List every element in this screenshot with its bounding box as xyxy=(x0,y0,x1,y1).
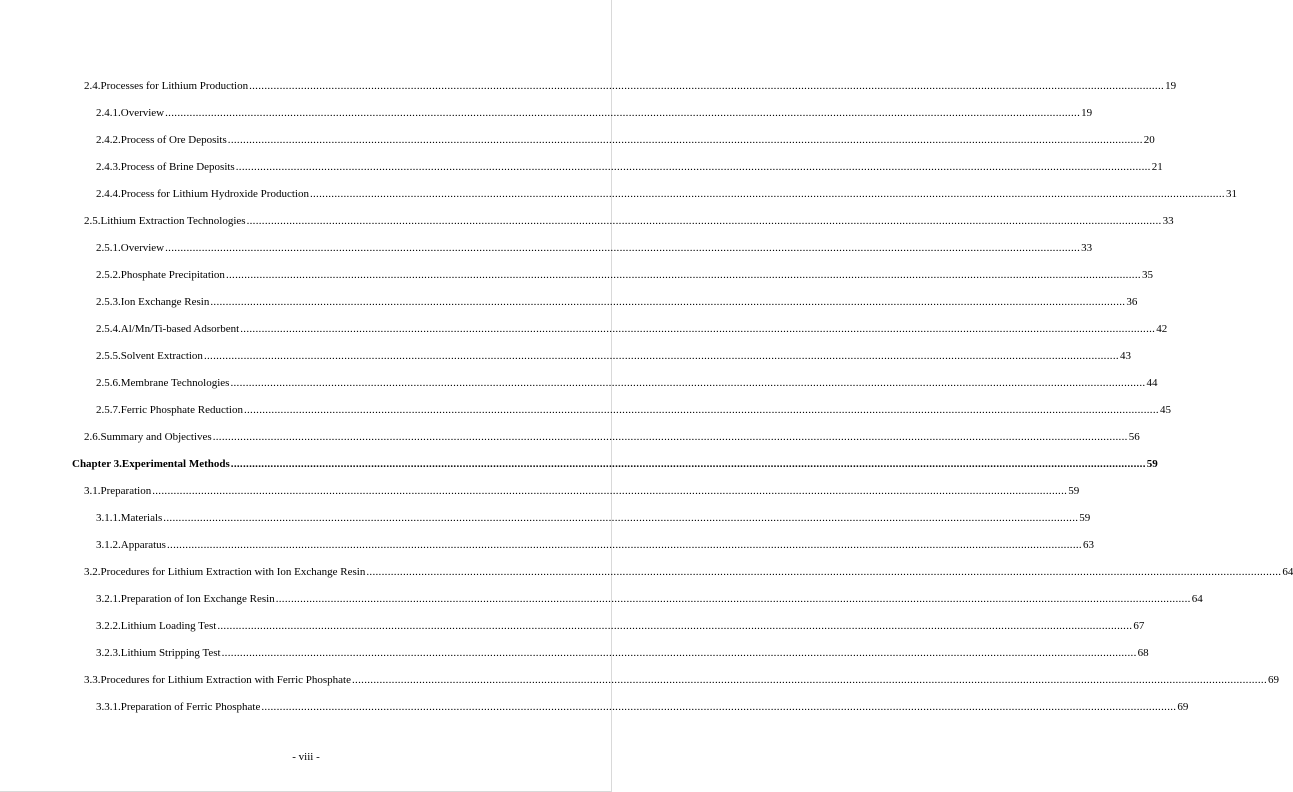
toc-entry-number: 2.5. xyxy=(84,215,101,227)
toc-entry-number: 2.4.4. xyxy=(96,188,121,200)
toc-entry-page: 59 xyxy=(1079,512,1091,524)
toc-entry[interactable] xyxy=(0,696,1189,723)
toc-entry-number: 2.6. xyxy=(84,431,101,443)
toc-dot-leader: ............................................................................................................................................................................................................................................................................................................ xyxy=(152,485,1068,497)
toc-entry-title: Overview xyxy=(120,107,165,119)
toc-entry-number: 2.4.3. xyxy=(96,161,121,173)
toc-entry-title: Process for Lithium Hydroxide Production xyxy=(120,188,309,200)
table-of-contents xyxy=(0,75,1293,723)
toc-entry-page: 56 xyxy=(1128,431,1140,443)
toc-entry-page: 21 xyxy=(1151,161,1163,173)
toc-entry-page: 64 xyxy=(1282,566,1293,578)
toc-entry[interactable] xyxy=(0,372,1158,399)
toc-dot-leader: ............................................................................................................................................................................................................................................................................................................ xyxy=(225,269,1141,281)
toc-dot-leader: ............................................................................................................................................................................................................................................................................................................ xyxy=(230,377,1146,389)
toc-entry-number: 3.3. xyxy=(84,674,101,686)
toc-entry-title: Preparation xyxy=(100,485,152,497)
toc-dot-leader: ............................................................................................................................................................................................................................................................................................................ xyxy=(235,161,1151,173)
toc-entry-number: 3.2.2. xyxy=(96,620,121,632)
toc-entry-page: 31 xyxy=(1225,188,1237,200)
toc-entry[interactable] xyxy=(0,237,1093,264)
toc-dot-leader: ............................................................................................................................................................................................................................................................................................................ xyxy=(352,674,1267,686)
toc-entry[interactable] xyxy=(0,615,1145,642)
toc-entry-title: Summary and Objectives xyxy=(100,431,212,443)
toc-entry-number: 3.1. xyxy=(84,485,101,497)
toc-entry-page: 19 xyxy=(1081,107,1093,119)
toc-entry[interactable] xyxy=(0,669,1279,696)
toc-entry-page: 45 xyxy=(1159,404,1171,416)
toc-entry[interactable] xyxy=(0,642,1149,669)
toc-entry-number: 2.5.4. xyxy=(96,323,121,335)
toc-entry-title: Lithium Extraction Technologies xyxy=(100,215,246,227)
toc-entry-number: 2.5.7. xyxy=(96,404,121,416)
toc-dot-leader: ............................................................................................................................................................................................................................................................................................................ xyxy=(366,566,1282,578)
toc-entry-page: 19 xyxy=(1165,80,1177,92)
toc-entry-page: 35 xyxy=(1141,269,1153,281)
toc-entry-title: Preparation of Ion Exchange Resin xyxy=(120,593,275,605)
toc-entry[interactable] xyxy=(0,102,1093,129)
toc-entry-title: Procedures for Lithium Extraction with Ferric Phosphate xyxy=(100,674,351,686)
toc-entry-number: 2.4.2. xyxy=(96,134,121,146)
toc-entry[interactable] xyxy=(0,480,1080,507)
page-number: - viii - xyxy=(292,751,320,763)
toc-entry-number: 3.2.1. xyxy=(96,593,121,605)
toc-dot-leader: ............................................................................................................................................................................................................................................................................................................ xyxy=(165,107,1081,119)
toc-entry[interactable] xyxy=(0,183,1237,210)
toc-entry-number: 2.5.5. xyxy=(96,350,121,362)
toc-entry-title: Materials xyxy=(120,512,163,524)
toc-dot-leader: ............................................................................................................................................................................................................................................................................................................ xyxy=(240,323,1156,335)
toc-entry-title: Overview xyxy=(120,242,165,254)
toc-dot-leader: ............................................................................................................................................................................................................................................................................................................ xyxy=(163,512,1079,524)
toc-entry-title: Solvent Extraction xyxy=(120,350,203,362)
toc-entry-title: Lithium Loading Test xyxy=(120,620,217,632)
toc-dot-leader: ............................................................................................................................................................................................................................................................................................................ xyxy=(210,296,1126,308)
toc-entry-page: 43 xyxy=(1119,350,1131,362)
toc-entry-title: Experimental Methods xyxy=(121,458,230,470)
toc-entry[interactable] xyxy=(0,507,1091,534)
toc-entry[interactable] xyxy=(0,426,1140,453)
toc-entry-page: 33 xyxy=(1162,215,1174,227)
toc-dot-leader: ............................................................................................................................................................................................................................................................................................................ xyxy=(230,458,1146,470)
toc-entry-number: 2.5.1. xyxy=(96,242,121,254)
toc-entry-number: 2.4.1. xyxy=(96,107,121,119)
toc-entry-title: Apparatus xyxy=(120,539,166,551)
toc-entry[interactable] xyxy=(0,210,1174,237)
toc-entry-title: Phosphate Precipitation xyxy=(120,269,225,281)
toc-entry-page: 44 xyxy=(1146,377,1158,389)
toc-entry-title: Procedures for Lithium Extraction with Ion Exchange Resin xyxy=(100,566,366,578)
toc-dot-leader: ............................................................................................................................................................................................................................................................................................................ xyxy=(203,350,1119,362)
toc-dot-leader: ............................................................................................................................................................................................................................................................................................................ xyxy=(165,242,1081,254)
toc-entry-page: 67 xyxy=(1133,620,1145,632)
toc-entry-number: 2.5.3. xyxy=(96,296,121,308)
toc-entry[interactable] xyxy=(0,399,1171,426)
toc-entry-page: 59 xyxy=(1146,458,1158,470)
toc-entry-title: Al/Mn/Ti-based Adsorbent xyxy=(120,323,240,335)
toc-entry-page: 36 xyxy=(1126,296,1138,308)
toc-entry-title: Ion Exchange Resin xyxy=(120,296,210,308)
toc-dot-leader: ............................................................................................................................................................................................................................................................................................................ xyxy=(221,647,1137,659)
toc-entry[interactable] xyxy=(0,156,1163,183)
toc-entry-page: 59 xyxy=(1068,485,1080,497)
toc-dot-leader: ............................................................................................................................................................................................................................................................................................................ xyxy=(309,188,1225,200)
toc-entry-number: 3.2.3. xyxy=(96,647,121,659)
toc-entry[interactable] xyxy=(0,588,1203,615)
toc-entry[interactable] xyxy=(0,264,1153,291)
toc-dot-leader: ............................................................................................................................................................................................................................................................................................................ xyxy=(261,701,1177,713)
toc-entry-page: 42 xyxy=(1156,323,1168,335)
toc-entry[interactable] xyxy=(0,534,1094,561)
toc-dot-leader: ............................................................................................................................................................................................................................................................................................................ xyxy=(212,431,1128,443)
toc-entry-title: Ferric Phosphate Reduction xyxy=(120,404,243,416)
toc-entry[interactable] xyxy=(0,291,1138,318)
toc-entry[interactable] xyxy=(0,75,1177,102)
toc-entry-title: Process of Ore Deposits xyxy=(120,134,227,146)
toc-dot-leader: ............................................................................................................................................................................................................................................................................................................ xyxy=(275,593,1191,605)
toc-entry-title: Lithium Stripping Test xyxy=(120,647,221,659)
toc-entry-page: 33 xyxy=(1081,242,1093,254)
toc-entry-title: Processes for Lithium Production xyxy=(100,80,249,92)
toc-entry-page: 69 xyxy=(1177,701,1189,713)
toc-entry[interactable] xyxy=(0,129,1155,156)
toc-dot-leader: ............................................................................................................................................................................................................................................................................................................ xyxy=(249,80,1165,92)
toc-entry-page: 20 xyxy=(1143,134,1155,146)
toc-entry-number: 2.5.2. xyxy=(96,269,121,281)
toc-entry-page: 69 xyxy=(1268,674,1279,686)
toc-entry-number: 3.2. xyxy=(84,566,101,578)
toc-dot-leader: ............................................................................................................................................................................................................................................................................................................ xyxy=(227,134,1143,146)
toc-dot-leader: ............................................................................................................................................................................................................................................................................................................ xyxy=(217,620,1133,632)
toc-entry-title: Preparation of Ferric Phosphate xyxy=(120,701,261,713)
toc-entry-number: Chapter 3. xyxy=(72,458,122,470)
toc-entry[interactable] xyxy=(0,345,1131,372)
toc-entry[interactable] xyxy=(0,318,1168,345)
toc-dot-leader: ............................................................................................................................................................................................................................................................................................................ xyxy=(166,539,1082,551)
toc-entry-number: 3.1.2. xyxy=(96,539,121,551)
toc-dot-leader: ............................................................................................................................................................................................................................................................................................................ xyxy=(243,404,1159,416)
toc-entry[interactable] xyxy=(0,453,1158,480)
toc-entry-title: Process of Brine Deposits xyxy=(120,161,235,173)
toc-entry-number: 2.5.6. xyxy=(96,377,121,389)
toc-entry-page: 63 xyxy=(1082,539,1094,551)
toc-entry-number: 3.3.1. xyxy=(96,701,121,713)
toc-entry-page: 64 xyxy=(1191,593,1203,605)
toc-dot-leader: ............................................................................................................................................................................................................................................................................................................ xyxy=(246,215,1162,227)
toc-entry-page: 68 xyxy=(1137,647,1149,659)
toc-entry-number: 3.1.1. xyxy=(96,512,121,524)
toc-entry[interactable] xyxy=(0,561,1293,588)
toc-entry-number: 2.4. xyxy=(84,80,101,92)
toc-entry-title: Membrane Technologies xyxy=(120,377,230,389)
